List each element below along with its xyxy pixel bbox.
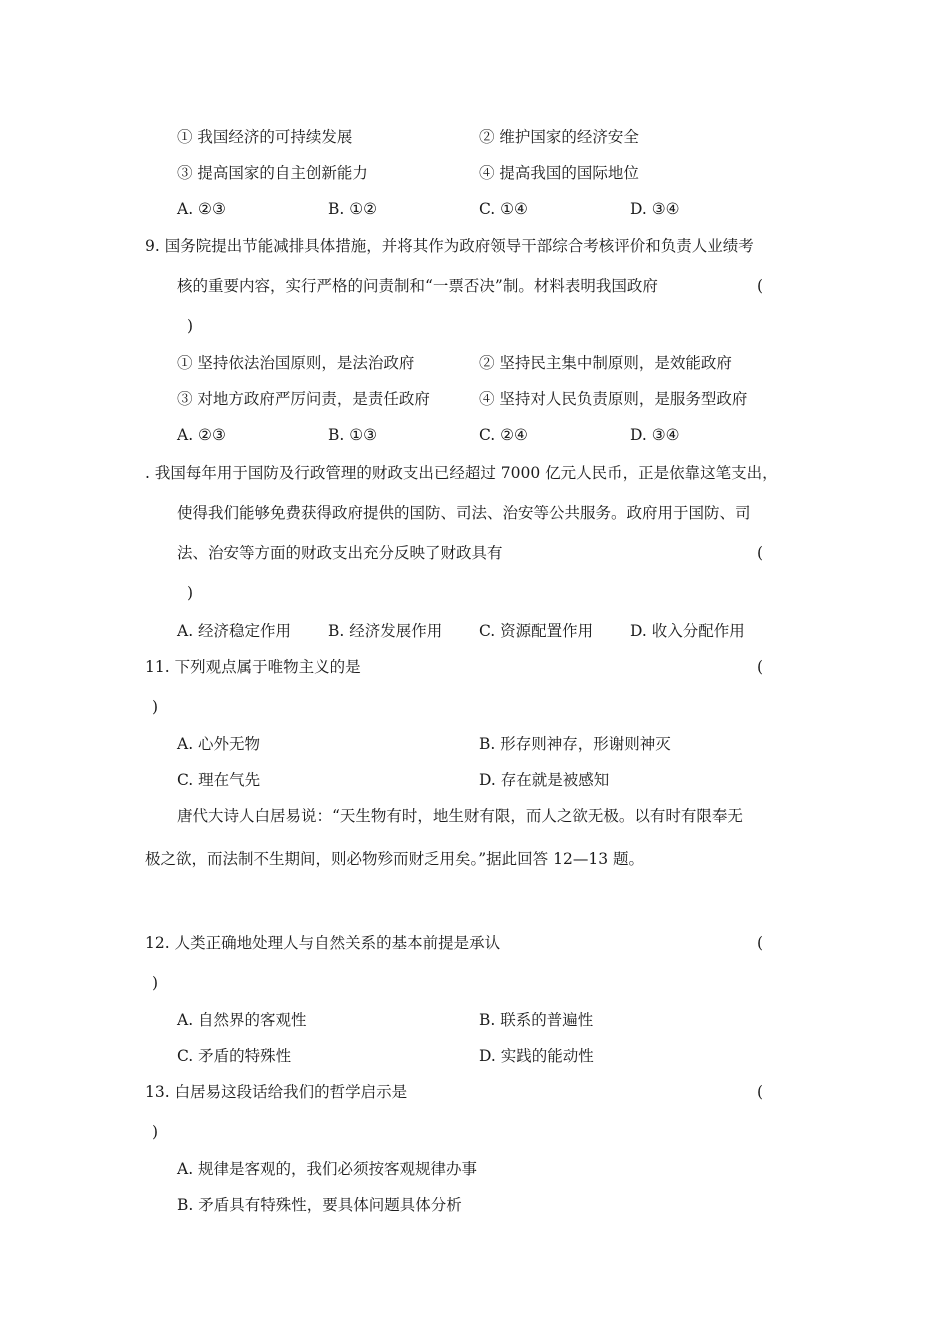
q11-choice-d: D. 存在就是被感知: [479, 771, 610, 789]
q10-stem-line-1: . 我国每年用于国防及行政管理的财政支出已经超过 7000 亿元人民币，正是依靠这笔支出，: [145, 464, 778, 482]
q12-answer-paren-close: ): [152, 974, 159, 992]
q9-option-1: ① 坚持依法治国原则，是法治政府: [177, 354, 415, 372]
q9-choice-b: B. ①③: [328, 426, 378, 444]
q8-choice-b: B. ①②: [328, 200, 378, 218]
q9-choice-d: D. ③④: [630, 426, 680, 444]
q10-choice-c: C. 资源配置作用: [479, 622, 594, 640]
q12-choice-b: B. 联系的普遍性: [479, 1011, 594, 1029]
q10-choice-a: A. 经济稳定作用: [177, 622, 292, 640]
q8-choice-c: C. ①④: [479, 200, 528, 218]
q9-option-3: ③ 对地方政府严厉问责，是责任政府: [177, 390, 430, 408]
q8-option-1: ① 我国经济的可持续发展: [177, 128, 353, 146]
q11-choice-c: C. 理在气先: [177, 771, 261, 789]
q12-stem: 12. 人类正确地处理人与自然关系的基本前提是承认: [145, 934, 501, 952]
q9-stem-line-1: 9. 国务院提出节能减排具体措施，并将其作为政府领导干部综合考核评价和负责人业绩考: [145, 237, 754, 255]
q9-option-2: ② 坚持民主集中制原则，是效能政府: [479, 354, 732, 372]
q8-option-3: ③ 提高国家的自主创新能力: [177, 164, 368, 182]
q10-stem-line-2: 使得我们能够免费获得政府提供的国防、司法、治安等公共服务。政府用于国防、司: [177, 504, 751, 522]
q10-answer-paren-close: ): [187, 584, 194, 602]
q13-choice-b: B. 矛盾具有特殊性，要具体问题具体分析: [177, 1196, 462, 1214]
q8-choice-d: D. ③④: [630, 200, 680, 218]
q12-answer-paren-open: (: [757, 934, 764, 952]
q11-answer-paren-close: ): [152, 698, 159, 716]
q9-answer-paren-open: (: [757, 277, 764, 295]
q10-stem-line-3: 法、治安等方面的财政支出充分反映了财政具有: [177, 544, 503, 562]
q9-option-4: ④ 坚持对人民负责原则，是服务型政府: [479, 390, 748, 408]
q13-choice-a: A. 规律是客观的，我们必须按客观规律办事: [177, 1160, 478, 1178]
q9-choice-a: A. ②③: [177, 426, 226, 444]
q12-choice-c: C. 矛盾的特殊性: [177, 1047, 292, 1065]
q8-option-4: ④ 提高我国的国际地位: [479, 164, 639, 182]
q10-choice-d: D. 收入分配作用: [630, 622, 745, 640]
q9-choice-c: C. ②④: [479, 426, 528, 444]
q11-answer-paren-open: (: [757, 658, 764, 676]
q9-answer-paren-close: ): [187, 317, 194, 335]
q13-answer-paren-open: (: [757, 1083, 764, 1101]
material-line-1: 唐代大诗人白居易说：“天生物有时，地生财有限，而人之欲无极。以有时有限奉无: [177, 807, 743, 825]
q11-choice-a: A. 心外无物: [177, 735, 261, 753]
q8-option-2: ② 维护国家的经济安全: [479, 128, 639, 146]
q8-choice-a: A. ②③: [177, 200, 226, 218]
q10-choice-b: B. 经济发展作用: [328, 622, 443, 640]
q9-stem-line-2: 核的重要内容，实行严格的问责制和“一票否决”制。材料表明我国政府: [177, 277, 658, 295]
q10-answer-paren-open: (: [757, 544, 764, 562]
q13-stem: 13. 白居易这段话给我们的哲学启示是: [145, 1083, 408, 1101]
q11-choice-b: B. 形存则神存，形谢则神灭: [479, 735, 671, 753]
material-line-2: 极之欲，而法制不生期间，则必物殄而财乏用矣。”据此回答 12—13 题。: [145, 850, 644, 868]
q11-stem: 11. 下列观点属于唯物主义的是: [145, 658, 361, 676]
q13-answer-paren-close: ): [152, 1123, 159, 1141]
q12-choice-d: D. 实践的能动性: [479, 1047, 594, 1065]
q12-choice-a: A. 自然界的客观性: [177, 1011, 307, 1029]
